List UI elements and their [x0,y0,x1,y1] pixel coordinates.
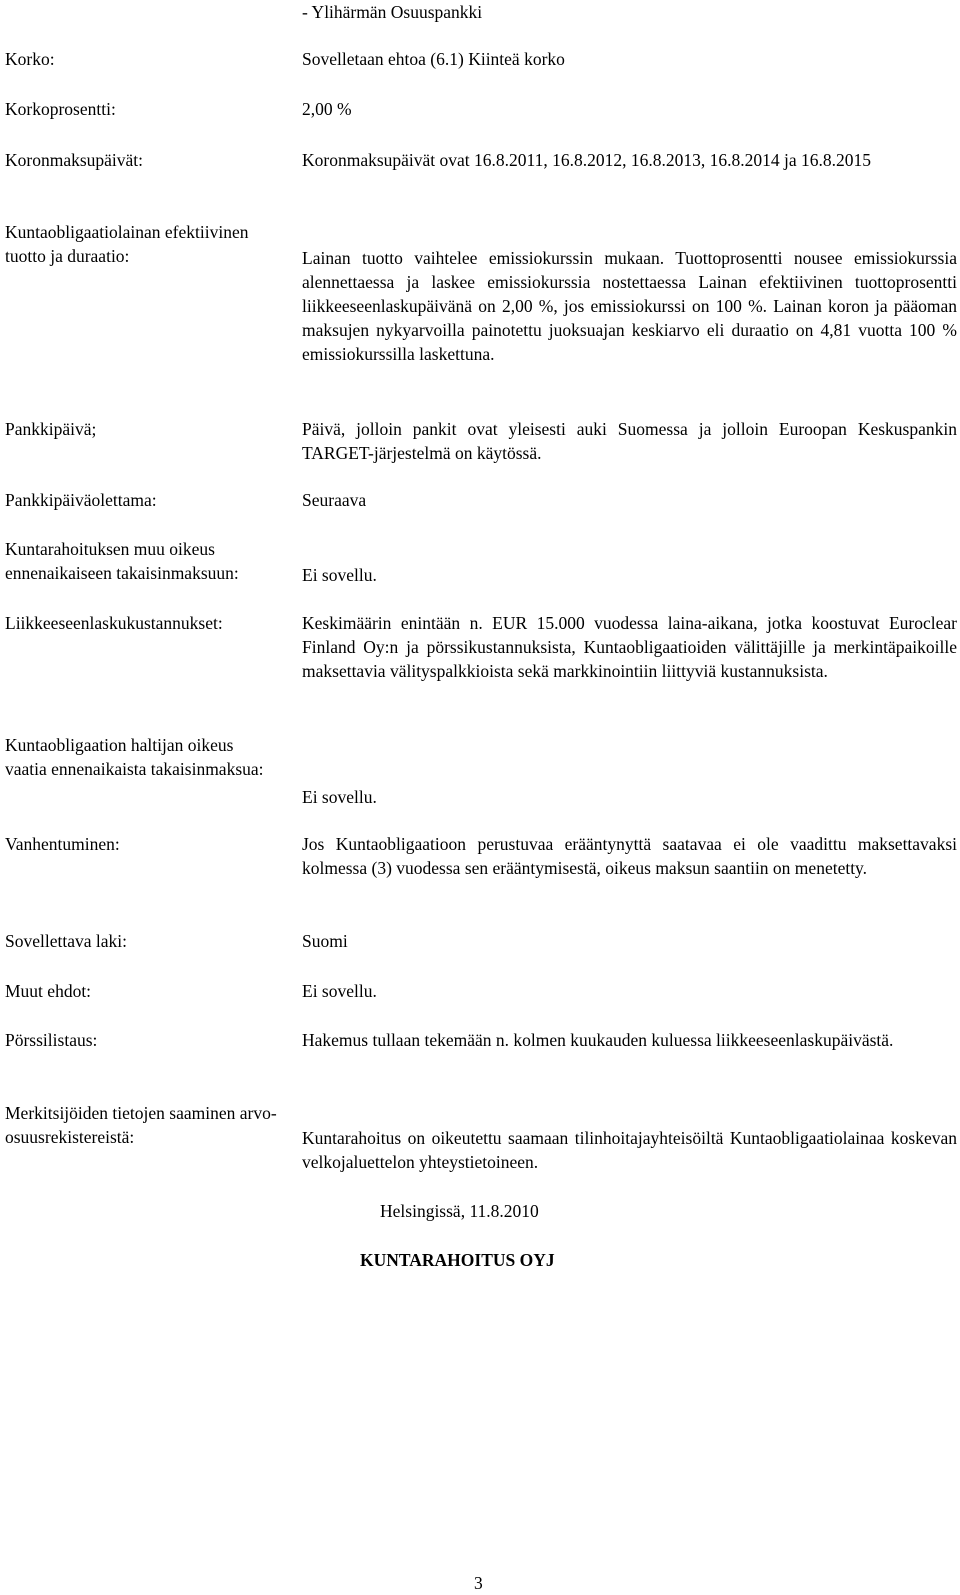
row-label-korko: Korko: [5,49,55,69]
signature-place-date: Helsingissä, 11.8.2010 [380,1201,539,1221]
signature-company: KUNTARAHOITUS OYJ [360,1250,555,1270]
row-value-kuntarahoituksen-oikeus: Ei sovellu. [302,565,377,585]
row-label-vanhentuminen: Vanhentuminen: [5,834,120,854]
row-label-pankkipaiva: Pankkipäivä; [5,419,97,439]
header-line: - Ylihärmän Osuuspankki [302,2,483,22]
row-value-vanhentuminen: Jos Kuntaobligaatioon perustuvaa erääntynyttä saatavaa ei ole vaadittu maksettavaksi kolmessa (3) vuodessa sen erääntymisestä, oikeus maksun saantiin on menetetty. [302,834,957,878]
row-label-porssilistaus: Pörssilistaus: [5,1030,98,1050]
row-label-merkitsijoiden-tiedot: Merkitsijöiden tietojen saaminen arvo-osuusrekistereistä: [5,1103,277,1147]
row-value-koronmaksupaivat: Koronmaksupäivät ovat 16.8.2011, 16.8.2012, 16.8.2013, 16.8.2014 ja 16.8.2015 [302,150,872,170]
row-value-efektiivinen-tuotto: Lainan tuotto vaihtelee emissiokurssin mukaan. Tuottoprosentti nousee emissiokurssia alennettaessa ja laskee emissiokurssia nostettaessa Lainan efektiivinen tuottoprosentti liikkeeseenlaskupäivänä on 2,00 %, jos emissiokurssi on 100 %. Lainan koron ja pääoman maksujen nykyarvoilla painotettu juoksuajan keskiarvo eli duraatio on 4,81 vuotta 100 % emissiokurssilla laskettuna. [302,248,957,364]
row-value-merkitsijoiden-tiedot: Kuntarahoitus on oikeutettu saamaan tilinhoitajayhteisöiltä Kuntaobligaatiolainaa koskevan velkojaluettelon yhteystietoineen. [302,1128,957,1172]
row-label-efektiivinen-tuotto: Kuntaobligaatiolainan efektiivinen tuotto ja duraatio: [5,222,249,266]
row-value-korko: Sovelletaan ehtoa (6.1) Kiinteä korko [302,49,565,69]
row-label-pankkipaivaolettama: Pankkipäiväolettama: [5,490,157,510]
row-value-haltijan-oikeus: Ei sovellu. [302,787,377,807]
row-label-korkoprosentti: Korkoprosentti: [5,99,116,119]
row-label-haltijan-oikeus: Kuntaobligaation haltijan oikeus vaatia ennenaikaista takaisinmaksua: [5,735,264,779]
row-value-muut-ehdot: Ei sovellu. [302,981,377,1001]
row-value-porssilistaus: Hakemus tullaan tekemään n. kolmen kuukauden kuluessa liikkeeseenlaskupäivästä. [302,1030,894,1050]
row-label-koronmaksupaivat: Koronmaksupäivät: [5,150,144,170]
row-label-muut-ehdot: Muut ehdot: [5,981,92,1001]
row-value-liikkeeseenlaskukustannukset: Keskimäärin enintään n. EUR 15.000 vuodessa laina-aikana, jotka koostuvat Euroclear Finland Oy:n ja pörssikustannuksista, Kuntaobligaatioiden välittäjille ja merkintäpaikoille maksettavia välityspalkkioista sekä markkinointiin liittyviä kustannuksista. [302,613,957,681]
row-label-liikkeeseenlaskukustannukset: Liikkeeseenlaskukustannukset: [5,613,223,633]
row-value-pankkipaivaolettama: Seuraava [302,490,367,510]
page-number: 3 [474,1573,483,1593]
row-value-pankkipaiva: Päivä, jolloin pankit ovat yleisesti auki Suomessa ja jolloin Euroopan Keskuspankin TARGET-järjestelmä on käytössä. [302,419,957,463]
row-value-korkoprosentti: 2,00 % [302,99,352,119]
row-value-sovellettava-laki: Suomi [302,931,348,951]
row-label-sovellettava-laki: Sovellettava laki: [5,931,127,951]
row-label-kuntarahoituksen-oikeus: Kuntarahoituksen muu oikeus ennenaikaiseen takaisinmaksuun: [5,539,239,583]
